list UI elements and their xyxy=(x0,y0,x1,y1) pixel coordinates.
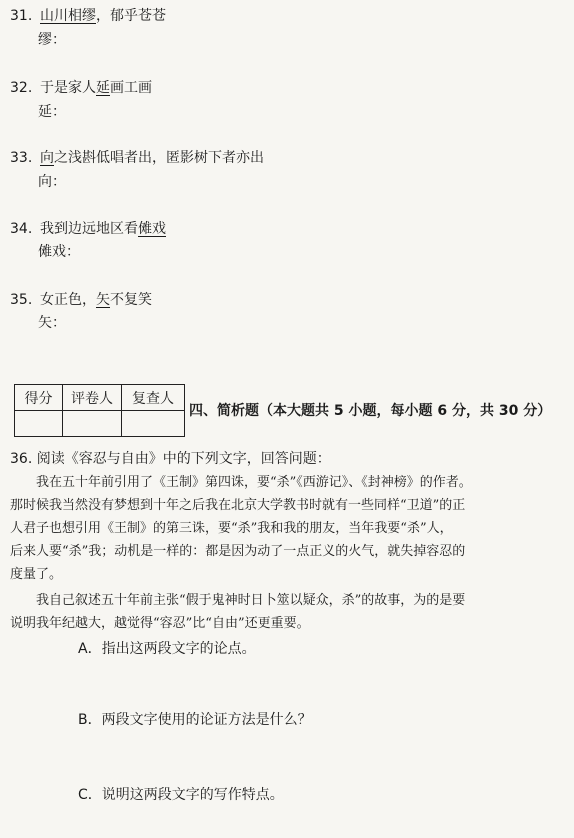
answer-line-31: 缪： xyxy=(38,32,66,48)
score-header: 得分 xyxy=(15,385,63,411)
question-number: 34. xyxy=(10,221,33,237)
question-text-post: ，郁乎苍苍 xyxy=(96,8,166,24)
question-36-prompt: 36. 阅读《容忍与自由》中的下列文字，回答问题： xyxy=(10,451,331,467)
answer-line-34: 傩戏： xyxy=(38,244,80,260)
question-31 xyxy=(10,5,166,27)
question-text-pre: 于是家人 xyxy=(40,80,96,96)
question-number: 32. xyxy=(10,80,33,96)
reviewer-cell[interactable] xyxy=(122,411,185,437)
subquestion-c: C．说明这两段文字的写作特点。 xyxy=(78,787,284,803)
grader-cell[interactable] xyxy=(63,411,122,437)
underlined-word: 山川相缪 xyxy=(40,8,96,24)
underlined-word: 傩戏 xyxy=(138,221,166,237)
passage-line: 后来人要“杀”我；动机是一样的：都是因为动了一点正义的火气，就失掉容忍的 xyxy=(10,544,466,559)
question-34 xyxy=(10,218,166,240)
question-35 xyxy=(10,289,152,311)
subquestion-a: A．指出这两段文字的论点。 xyxy=(78,641,256,657)
question-text-post: 画工画 xyxy=(110,80,152,96)
underlined-word: 矢 xyxy=(96,292,110,308)
answer-line-35: 矢： xyxy=(38,315,66,331)
question-32 xyxy=(10,77,152,99)
section-title: 四、简析题（本大题共 5 小题，每小题 6 分，共 30 分） xyxy=(189,403,552,419)
answer-line-32: 延： xyxy=(38,104,66,120)
score-table xyxy=(14,384,185,437)
passage-line: 那时候我当然没有梦想到十年之后我在北京大学教书时就有一些同样“卫道”的正 xyxy=(10,498,466,513)
score-table-blank-row xyxy=(15,411,185,437)
passage-line: 我自己叙述五十年前主张“假于鬼神时日卜筮以疑众，杀”的故事，为的是要 xyxy=(36,593,466,608)
underlined-word: 延 xyxy=(96,80,110,96)
reviewer-header: 复查人 xyxy=(122,385,185,411)
question-number: 35. xyxy=(10,292,33,308)
score-table-header-row xyxy=(15,385,185,411)
passage-line: 说明我年纪越大，越觉得“容忍”比“自由”还更重要。 xyxy=(10,616,310,631)
answer-line-33: 向： xyxy=(38,174,66,190)
question-text-post: 之浅斟低唱者出，匿影树下者亦出 xyxy=(54,150,264,166)
question-text-pre: 我到边远地区看 xyxy=(40,221,138,237)
question-number: 33. xyxy=(10,150,33,166)
question-text-post: 不复笑 xyxy=(110,292,152,308)
question-text-pre: 女正色， xyxy=(40,292,96,308)
question-33 xyxy=(10,147,264,169)
subquestion-b: B．两段文字使用的论证方法是什么？ xyxy=(78,712,312,728)
question-number: 31. xyxy=(10,8,33,24)
grader-header: 评卷人 xyxy=(63,385,122,411)
passage-line: 人君子也想引用《王制》的第三诛，要“杀”我和我的朋友，当年我要“杀”人， xyxy=(10,521,453,536)
underlined-word: 向 xyxy=(40,150,54,166)
score-cell[interactable] xyxy=(15,411,63,437)
passage-line: 度量了。 xyxy=(10,567,63,582)
passage-line: 我在五十年前引用了《王制》第四诛，要“杀”《西游记》、《封神榜》的作者。 xyxy=(36,475,472,490)
